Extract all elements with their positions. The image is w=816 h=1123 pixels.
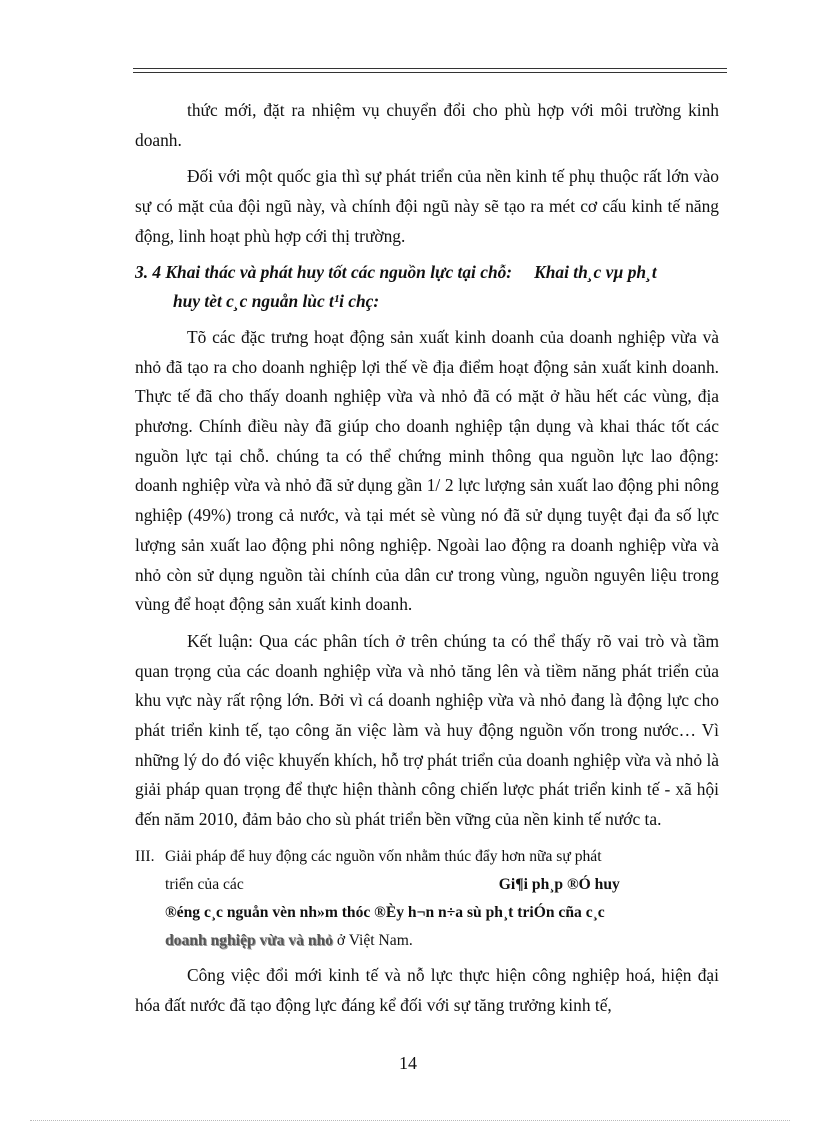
- section-iii-line4-tail: ở Việt Nam.: [332, 931, 413, 949]
- page-bottom-border: [30, 1120, 790, 1121]
- section-heading-iii: [135, 843, 719, 955]
- section-heading-garbled: Khai th¸c vµ ph¸t: [534, 261, 657, 282]
- header-rule-bottom: [133, 72, 727, 73]
- section-numeral: III.: [135, 847, 155, 865]
- section-iii-line3-garbled: ®éng c¸c nguån vèn nh»m thóc ®Èy h¬n n÷a sù ph¸t triÓn cña c¸c: [165, 903, 605, 921]
- section-iii-line1: Giải pháp để huy động các nguồn vốn nhằm thúc đẩy hơn nữa sự phát: [165, 847, 602, 865]
- paragraph-national-economy: Đối với một quốc gia thì sự phát triển của nền kinh tế phụ thuộc rất lớn vào sự có mặt của đội ngũ này, và chính đội ngũ này sẽ tạo ra mét cơ cấu kinh tế năng động, linh hoạt phù hợp cới thị trường.: [135, 166, 719, 246]
- paragraph-local-resources: Tõ các đặc trưng hoạt động sản xuất kinh doanh của doanh nghiệp vừa và nhỏ đã tạo ra cho doanh nghiệp lợi thế về địa điểm hoạt động sản xuất kinh doanh. Thực tế đã cho thấy doanh nghiệp vừa và nhỏ đã có mặt ở hầu hết các vùng, địa phương. Chính điều này đã giúp cho doanh nghiệp tận dụng và khai thác tốt các nguồn lực tại chỗ. chúng ta có thể chứng minh thông qua nguồn lực lao động: doanh nghiệp vừa và nhỏ đã sử dụng gần 1/ 2 lực lượng sản xuất lao động phi nông nghiệp (49%) trong cả nước, và tại mét sè vùng nó đã sử dụng tuyệt đại đa số lực lượng sản xuất lao động phi nông nghiệp. Ngoài lao động ra doanh nghiệp vừa và nhỏ còn sử dụng nguồn tài chính của dân cư trong vùng, nguồn nguyên liệu trong vùng để hoạt động sản xuất kinh doanh.: [135, 326, 719, 615]
- paragraph-economic-reform: Công việc đổi mới kinh tế và nỗ lực thực hiện công nghiệp hoá, hiện đại hóa đất nước đã tạo động lực đáng kể đối với sự tăng trưởng kinh tế,: [135, 964, 719, 1015]
- section-heading-garbled-line2: huy tèt c¸c nguån lùc t¹i chç:: [173, 291, 380, 312]
- header-rule-top: [133, 68, 727, 69]
- section-heading-text: 3. 4 Khai thác và phát huy tốt các nguồn lực tại chỗ:: [135, 261, 513, 282]
- page-body: [135, 96, 719, 1020]
- section-iii-line4-emphasis: doanh nghiệp vừa và nhỏ: [165, 931, 333, 949]
- page-number: 14: [399, 1053, 417, 1073]
- section-heading-3-4: [135, 258, 719, 317]
- paragraph-intro-continuation: thức mới, đặt ra nhiệm vụ chuyển đổi cho phù hợp với môi trường kinh doanh.: [135, 100, 719, 150]
- section-iii-line2b-garbled: Gi¶i ph¸p ®Ó huy: [498, 875, 620, 893]
- paragraph-conclusion: Kết luận: Qua các phân tích ở trên chúng ta có thể thấy rõ vai trò và tầm quan trọng của các doanh nghiệp vừa và nhỏ tăng lên và tiềm năng phát triển của khu vực này rất rộng lớn. Bởi vì cá doanh nghiệp vừa và nhỏ đang là động lực cho phát triển kinh tế, tạo công ăn việc làm và huy động nguồn vốn trong nước… Vì những lý do đó việc khuyến khích, hỗ trợ phát triển của doanh nghiệp vừa và nhỏ là giải pháp quan trọng để thực hiện thành công chiến lược phát triển kinh tế - xã hội đến năm 2010, đảm bảo cho sù phát triển bền vững của nền kinh tế nước ta.: [135, 630, 719, 830]
- section-iii-line2a: triển của các: [165, 875, 244, 893]
